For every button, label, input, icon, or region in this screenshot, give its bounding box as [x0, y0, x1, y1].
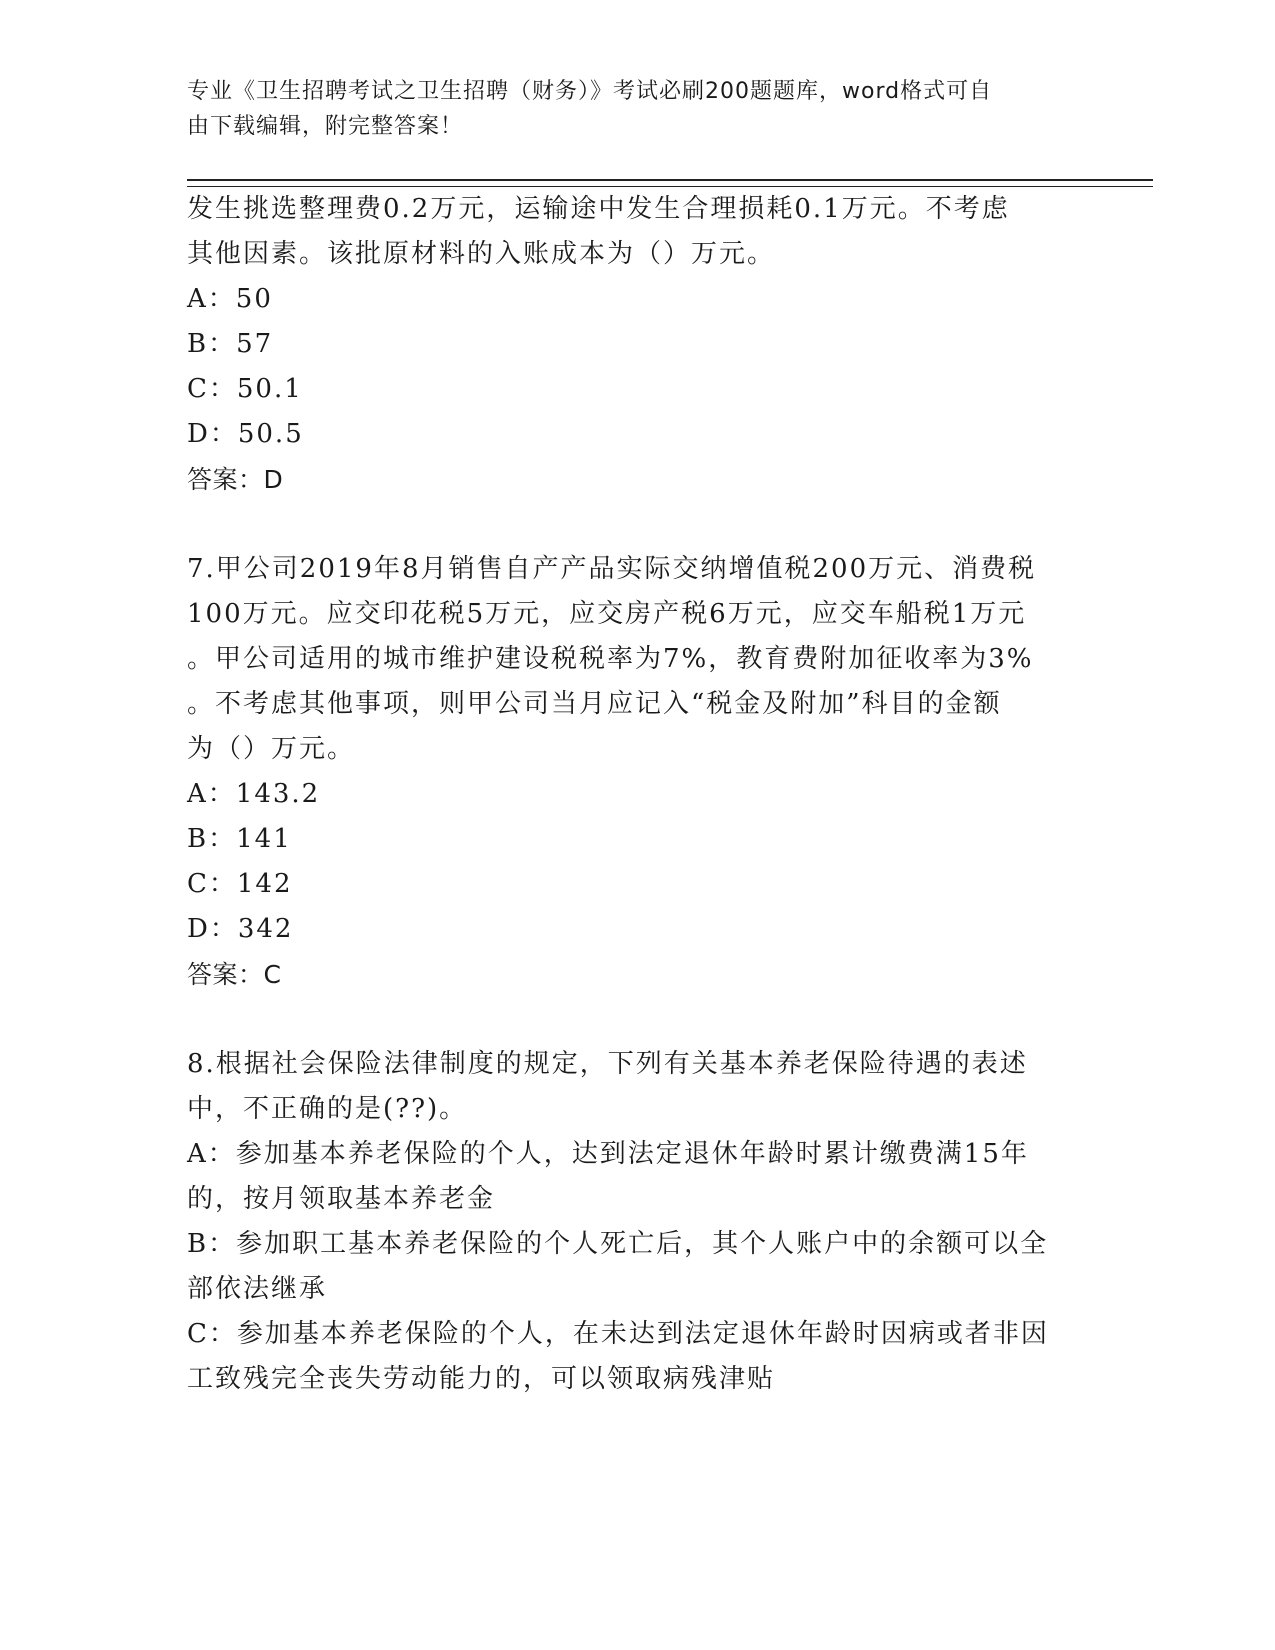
- option-c: C：142: [187, 869, 293, 899]
- question-stem-line: 8.根据社会保险法律制度的规定，下列有关基本养老保险待遇的表述: [187, 1049, 1028, 1079]
- option-c: C：50.1: [187, 374, 303, 404]
- option-b: B：57: [187, 329, 274, 359]
- question-stem-line: 发生挑选整理费0.2万元，运输途中发生合理损耗0.1万元。不考虑: [187, 194, 1010, 224]
- answer-line: 答案：C: [187, 960, 282, 989]
- option-a: A：参加基本养老保险的个人，达到法定退休年龄时累计缴费满15年: [187, 1139, 1029, 1169]
- document-header: [187, 74, 1067, 144]
- option-b: B：141: [187, 824, 292, 854]
- question-6: [187, 187, 1087, 502]
- option-b-continued: 部依法继承: [187, 1274, 328, 1304]
- option-c: C：参加基本养老保险的个人，在未达到法定退休年龄时因病或者非因: [187, 1319, 1049, 1349]
- option-b: B：参加职工基本养老保险的个人死亡后，其个人账户中的余额可以全: [187, 1229, 1049, 1259]
- option-c-continued: 工致残完全丧失劳动能力的，可以领取病残津贴: [187, 1364, 776, 1394]
- option-d: D：50.5: [187, 419, 304, 449]
- header-line: 由下载编辑，附完整答案！: [187, 114, 464, 139]
- header-divider: [187, 179, 1153, 181]
- option-a: A：143.2: [187, 779, 321, 809]
- question-7: [187, 547, 1087, 997]
- question-8: [187, 1042, 1087, 1402]
- question-stem-line: 为（）万元。: [187, 734, 356, 764]
- question-stem-line: 。不考虑其他事项，则甲公司当月应记入“税金及附加”科目的金额: [187, 689, 1002, 719]
- question-stem-line: 7.甲公司2019年8月销售自产产品实际交纳增值税200万元、消费税: [187, 554, 1037, 584]
- option-a: A：50: [187, 284, 273, 314]
- document-body: [187, 187, 1087, 1402]
- answer-line: 答案：D: [187, 465, 284, 494]
- option-d: D：342: [187, 914, 294, 944]
- question-stem-line: 中，不正确的是(??)。: [187, 1094, 468, 1124]
- spacer: [187, 997, 1087, 1042]
- question-stem-line: 100万元。应交印花税5万元，应交房产税6万元，应交车船税1万元: [187, 599, 1027, 629]
- question-stem-line: 。甲公司适用的城市维护建设税税率为7%，教育费附加征收率为3%: [187, 644, 1034, 674]
- option-a-continued: 的，按月领取基本养老金: [187, 1184, 496, 1214]
- spacer: [187, 502, 1087, 547]
- question-stem-line: 其他因素。该批原材料的入账成本为（）万元。: [187, 239, 776, 269]
- header-line: 专业《卫生招聘考试之卫生招聘（财务）》考试必刷200题题库，word格式可自: [187, 79, 993, 104]
